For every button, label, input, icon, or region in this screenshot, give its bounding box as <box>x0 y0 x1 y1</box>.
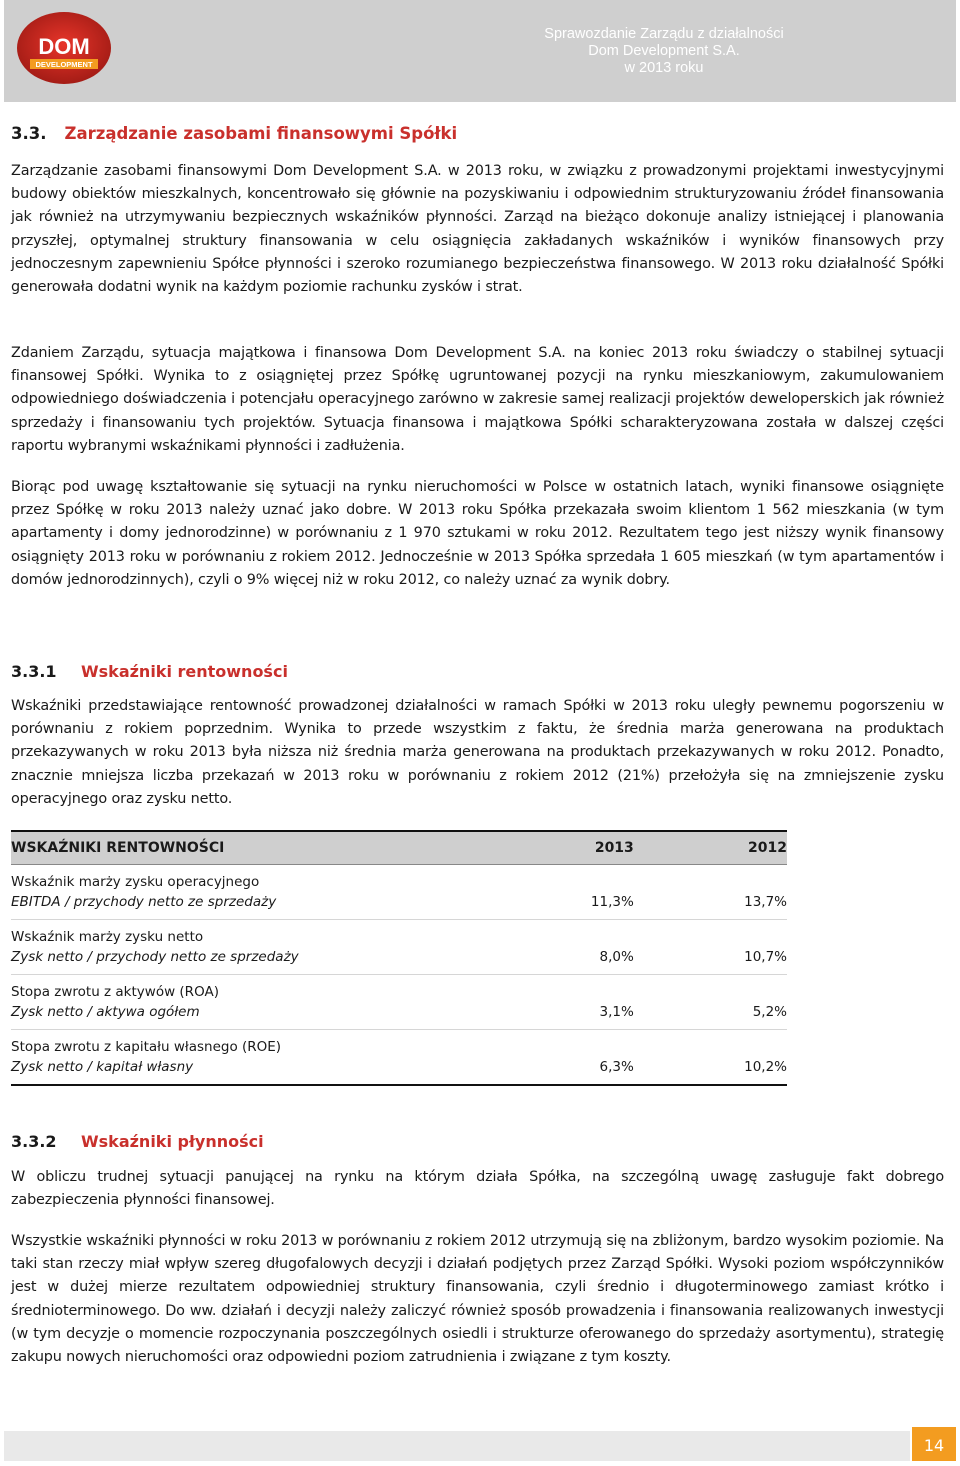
section-paragraph-3: Biorąc pod uwagę kształtowanie się sytuacji na rynku nieruchomości w Polsce w ostatnich latach, wyniki finansowe osiągnięte przez Spółkę w roku 2013 należy uznać jako dobre. W 2013 roku Spółka przekazała swoim klientom 1 562 mieszkania (w tym apartamenty i domy jednorodzinne) w porównaniu z 1 970 sztukami w roku 2012. Rezultatem tego jest niższy wynik finansowy osiągnięty 2013 roku w porównaniu z rokiem 2012. Jednocześnie w 2013 Spółka sprzedała 1 605 mieszkań (w tym apartamentów i domów jednorodzinnych), czyli o 9% więcej niż w roku 2012, co należy uznać za wynik dobry. <box>11 479 944 588</box>
section-number: 3.3. <box>11 124 47 143</box>
dom-development-logo <box>16 10 112 86</box>
ratio-value-2013: 6,3% <box>599 1059 634 1075</box>
ratio-value-2012: 13,7% <box>744 894 787 910</box>
ratio-name: Stopa zwrotu z aktywów (ROA) <box>11 984 219 1000</box>
ratio-value-2012: 10,7% <box>744 949 787 965</box>
ratio-name: Stopa zwrotu z kapitału własnego (ROE) <box>11 1039 282 1055</box>
ratio-formula: Zysk netto / przychody netto ze sprzedaży <box>11 949 299 965</box>
subsection-number: 3.3.1 <box>11 662 57 681</box>
ratio-name: Wskaźnik marży zysku netto <box>11 929 204 945</box>
ratio-value-2013: 8,0% <box>599 949 634 965</box>
table-row <box>11 865 787 920</box>
header-line-2: Dom Development S.A. <box>588 43 740 59</box>
ratio-value-2013: 3,1% <box>599 1004 634 1020</box>
header-title <box>464 26 864 77</box>
rentownosc-table <box>11 830 787 1086</box>
table-row <box>11 920 787 975</box>
ratio-formula: Zysk netto / aktywa ogółem <box>11 1004 200 1020</box>
subsection-heading-plynnosc <box>11 1132 264 1151</box>
table-row <box>11 975 787 1030</box>
ratio-name: Wskaźnik marży zysku operacyjnego <box>11 874 260 890</box>
header-line-1: Sprawozdanie Zarządu z działalności <box>544 26 784 42</box>
logo-text-top: DOM <box>38 34 90 59</box>
plynnosc-paragraph-1: W obliczu trudnej sytuacji panującej na rynku na którym działa Spółka, na szczególną uwagę zasługuje fakt dobrego zabezpieczenia płynności finansowej. <box>11 1169 944 1209</box>
ratio-value-2012: 5,2% <box>752 1004 787 1020</box>
rentownosc-paragraph: Wskaźniki przedstawiające rentowność prowadzonej działalności w ramach Spółki w 2013 roku uległy pewnemu pogorszeniu w porównaniu z rokiem poprzednim. Wynika to przede wszystkim z faktu, że średnia marża generowana na produktach przekazywanych w roku 2013 była niższa niż średnia marża generowana na produktach przekazywanych w roku 2012. Ponadto, znacznie mniejsza liczba przekazań w 2013 roku w porównaniu z rokiem 2012 (21%) przełożyła się na zmniejszenie zysku operacyjnego oraz zysku netto. <box>11 698 944 807</box>
ratio-value-2013: 11,3% <box>590 894 634 910</box>
footer-bar <box>4 1431 910 1461</box>
section-paragraph-1: Zarządzanie zasobami finansowymi Dom Development S.A. w 2013 roku, w związku z prowadzonymi projektami inwestycyjnymi budowy obiektów mieszkalnych, koncentrowało się głównie na pozyskiwaniu i odpowiednim strukturyzowaniu źródeł finansowania jak również na utrzymywaniu bezpiecznych wskaźników płynności. Zarząd na bieżąco dokonuje analizy istniejącej i planowania przyszłej, optymalnej struktury finansowania w celu osiągnięcia zakładanych wskaźników i wyników finansowych przy jednoczesnym zapewnieniu Spółce płynności i szeroko rozumianego bezpieczeństwa finansowego. W 2013 roku działalność Spółki generowała dodatni wynik na każdym poziomie rachunku zysków i strat. <box>11 163 944 296</box>
ratio-formula: EBITDA / przychody netto ze sprzedaży <box>11 894 277 910</box>
subsection-number: 3.3.2 <box>11 1132 57 1151</box>
header-line-3: w 2013 roku <box>624 60 704 76</box>
table-header-year-2012: 2012 <box>634 831 787 865</box>
section-title: Zarządzanie zasobami finansowymi Spółki <box>64 124 458 143</box>
logo-text-bottom: DEVELOPMENT <box>35 60 93 69</box>
ratio-formula: Zysk netto / kapitał własny <box>11 1059 194 1075</box>
page-number: 14 <box>912 1427 956 1461</box>
subsection-heading-rentownosc <box>11 662 288 681</box>
plynnosc-paragraph-2: Wszystkie wskaźniki płynności w roku 2013 w porównaniu z rokiem 2012 utrzymują się na zbliżonym, bardzo wysokim poziomie. Na taki stan rzeczy miał wpływ szereg długofalowych decyzji i działań podjętych przez Zarząd Spółki. Wysoki poziom współczynników jest w dużej mierze rezultatem odpowiedniej struktury finansowania, czyli średnio i długoterminowego zamiast krótko i średnioterminowego. Do ww. działań i decyzji należy zaliczyć również sposób prowadzenia i finansowania realizowanych inwestycji (w tym decyzje o momencie rozpoczynania poszczególnych osiedli i strukturze oferowanego do sprzedaży asortymentu), strategię zakupu nowych nieruchomości oraz odpowiedni poziom zatrudnienia i związane z tym koszty. <box>11 1233 944 1366</box>
subsection-title: Wskaźniki płynności <box>81 1132 264 1151</box>
subsection-title: Wskaźniki rentowności <box>81 662 288 681</box>
table-header-label: WSKAŹNIKI RENTOWNOŚCI <box>11 831 485 865</box>
table-header-year-2013: 2013 <box>485 831 634 865</box>
section-heading <box>11 124 457 143</box>
ratio-value-2012: 10,2% <box>744 1059 787 1075</box>
table-row <box>11 1030 787 1086</box>
page-header <box>4 0 956 102</box>
section-paragraph-2: Zdaniem Zarządu, sytuacja majątkowa i finansowa Dom Development S.A. na koniec 2013 roku świadczy o stabilnej sytuacji finansowej Spółki. Wynika to z osiągniętej przez Spółkę ugruntowanej pozycji na rynku mieszkaniowym, zakumulowaniem odpowiedniego doświadczenia i potencjału operacyjnego zarówno w zakresie samej realizacji projektów deweloperskich jak również sprzedaży i finansowaniu tych projektów. Sytuacja finansowa i majątkowa Spółki scharakteryzowana została w dalszej części raportu wybranymi wskaźnikami płynności i zadłużenia. <box>11 345 944 454</box>
